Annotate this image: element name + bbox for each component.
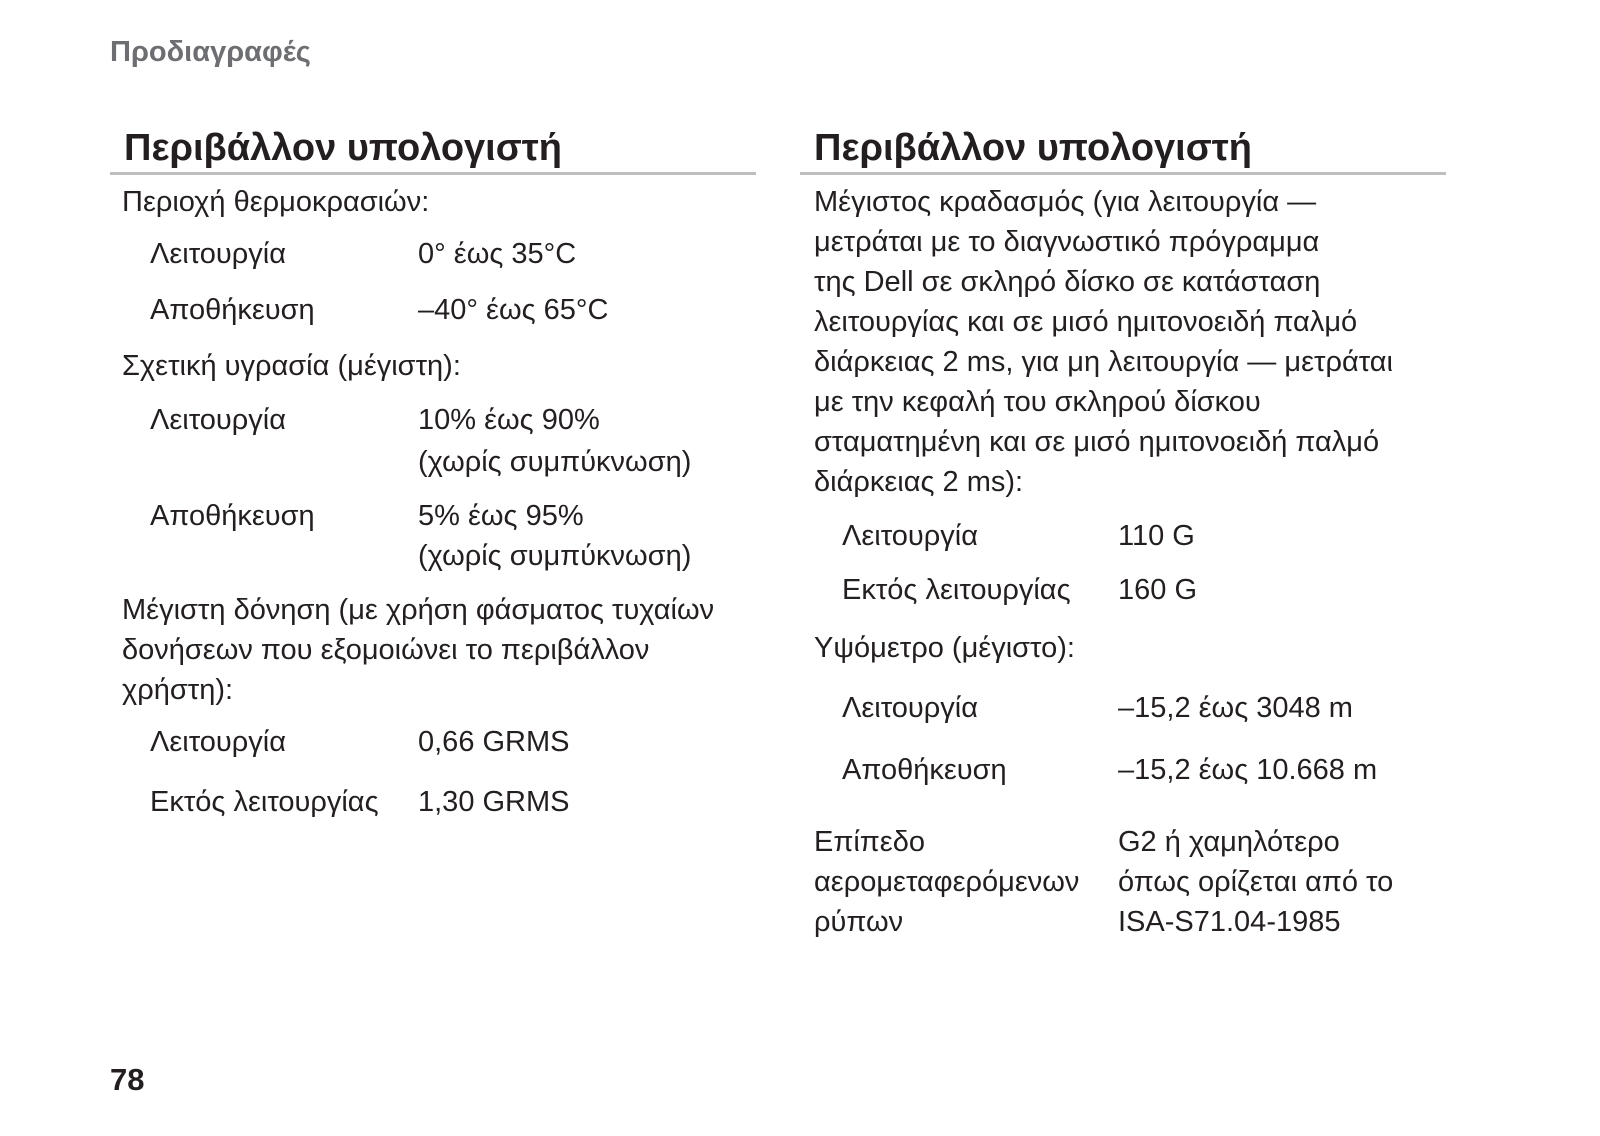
- title-rule: [110, 172, 756, 175]
- altitude-operating-label: Λειτουργία: [842, 692, 978, 724]
- shock-nonoperating-value: 160 G: [1118, 574, 1197, 606]
- contaminants-label-line: Επίπεδο: [814, 826, 926, 858]
- humidity-storage-label: Αποθήκευση: [150, 500, 315, 532]
- temperature-storage-value: –40° έως 65°C: [418, 294, 609, 326]
- humidity-storage-value: 5% έως 95%: [418, 500, 584, 532]
- shock-heading-line: με την κεφαλή του σκληρού δίσκου: [814, 386, 1261, 418]
- humidity-operating-value: 10% έως 90%: [418, 404, 600, 436]
- section-title: Περιβάλλον υπολογιστή: [814, 127, 1252, 169]
- left-column: [110, 124, 756, 185]
- humidity-heading: Σχετική υγρασία (μέγιστη):: [122, 350, 461, 382]
- vibration-operating-value: 0,66 GRMS: [418, 726, 570, 758]
- shock-heading-line: της Dell σε σκληρό δίσκο σε κατάσταση: [814, 266, 1321, 298]
- shock-heading-line: μετράται με το διαγνωστικό πρόγραμμα: [814, 226, 1320, 258]
- shock-heading-line: διάρκειας 2 ms, για μη λειτουργία — μετράται: [814, 346, 1393, 378]
- section-title: Περιβάλλον υπολογιστή: [124, 127, 562, 169]
- humidity-storage-note: (χωρίς συμπύκνωση): [418, 540, 692, 572]
- vibration-nonoperating-value: 1,30 GRMS: [418, 786, 570, 818]
- shock-heading-line: σταματημένη και σε μισό ημιτονοειδή παλμό: [814, 426, 1380, 458]
- vibration-nonoperating-label: Εκτός λειτουργίας: [150, 786, 379, 818]
- vibration-heading-line: χρήστη):: [122, 674, 234, 706]
- shock-nonoperating-label: Εκτός λειτουργίας: [842, 574, 1071, 606]
- temperature-operating-value: 0° έως 35°C: [418, 238, 577, 270]
- altitude-heading: Υψόμετρο (μέγιστο):: [814, 632, 1075, 664]
- humidity-operating-label: Λειτουργία: [150, 404, 286, 436]
- altitude-operating-value: –15,2 έως 3048 m: [1118, 692, 1353, 724]
- shock-operating-label: Λειτουργία: [842, 520, 978, 552]
- contaminants-label-line: αερομεταφερόμενων: [814, 866, 1080, 898]
- temperature-storage-label: Αποθήκευση: [150, 294, 315, 326]
- temperature-operating-label: Λειτουργία: [150, 238, 286, 270]
- altitude-storage-label: Αποθήκευση: [842, 754, 1007, 786]
- right-column: [800, 124, 1446, 185]
- contaminants-value-line: ISA-S71.04-1985: [1118, 906, 1341, 938]
- contaminants-label-line: ρύπων: [814, 906, 904, 938]
- vibration-heading-line: Μέγιστη δόνηση (με χρήση φάσματος τυχαίων: [122, 594, 715, 626]
- contaminants-value-line: G2 ή χαμηλότερο: [1118, 826, 1340, 858]
- contaminants-value-line: όπως ορίζεται από το: [1118, 866, 1394, 898]
- title-rule: [800, 172, 1446, 175]
- shock-heading-line: λειτουργίας και σε μισό ημιτονοειδή παλμό: [814, 306, 1358, 338]
- altitude-storage-value: –15,2 έως 10.668 m: [1118, 754, 1378, 786]
- temperature-heading: Περιοχή θερμοκρασιών:: [122, 186, 430, 218]
- page-number: 78: [110, 1062, 145, 1097]
- shock-heading-line: Μέγιστος κραδασμός (για λειτουργία —: [814, 186, 1317, 218]
- vibration-operating-label: Λειτουργία: [150, 726, 286, 758]
- running-header: Προδιαγραφές: [110, 36, 311, 68]
- vibration-heading-line: δονήσεων που εξομοιώνει το περιβάλλον: [122, 634, 650, 666]
- humidity-operating-note: (χωρίς συμπύκνωση): [418, 446, 692, 478]
- shock-operating-value: 110 G: [1118, 520, 1195, 552]
- shock-heading-line: διάρκειας 2 ms):: [814, 466, 1024, 498]
